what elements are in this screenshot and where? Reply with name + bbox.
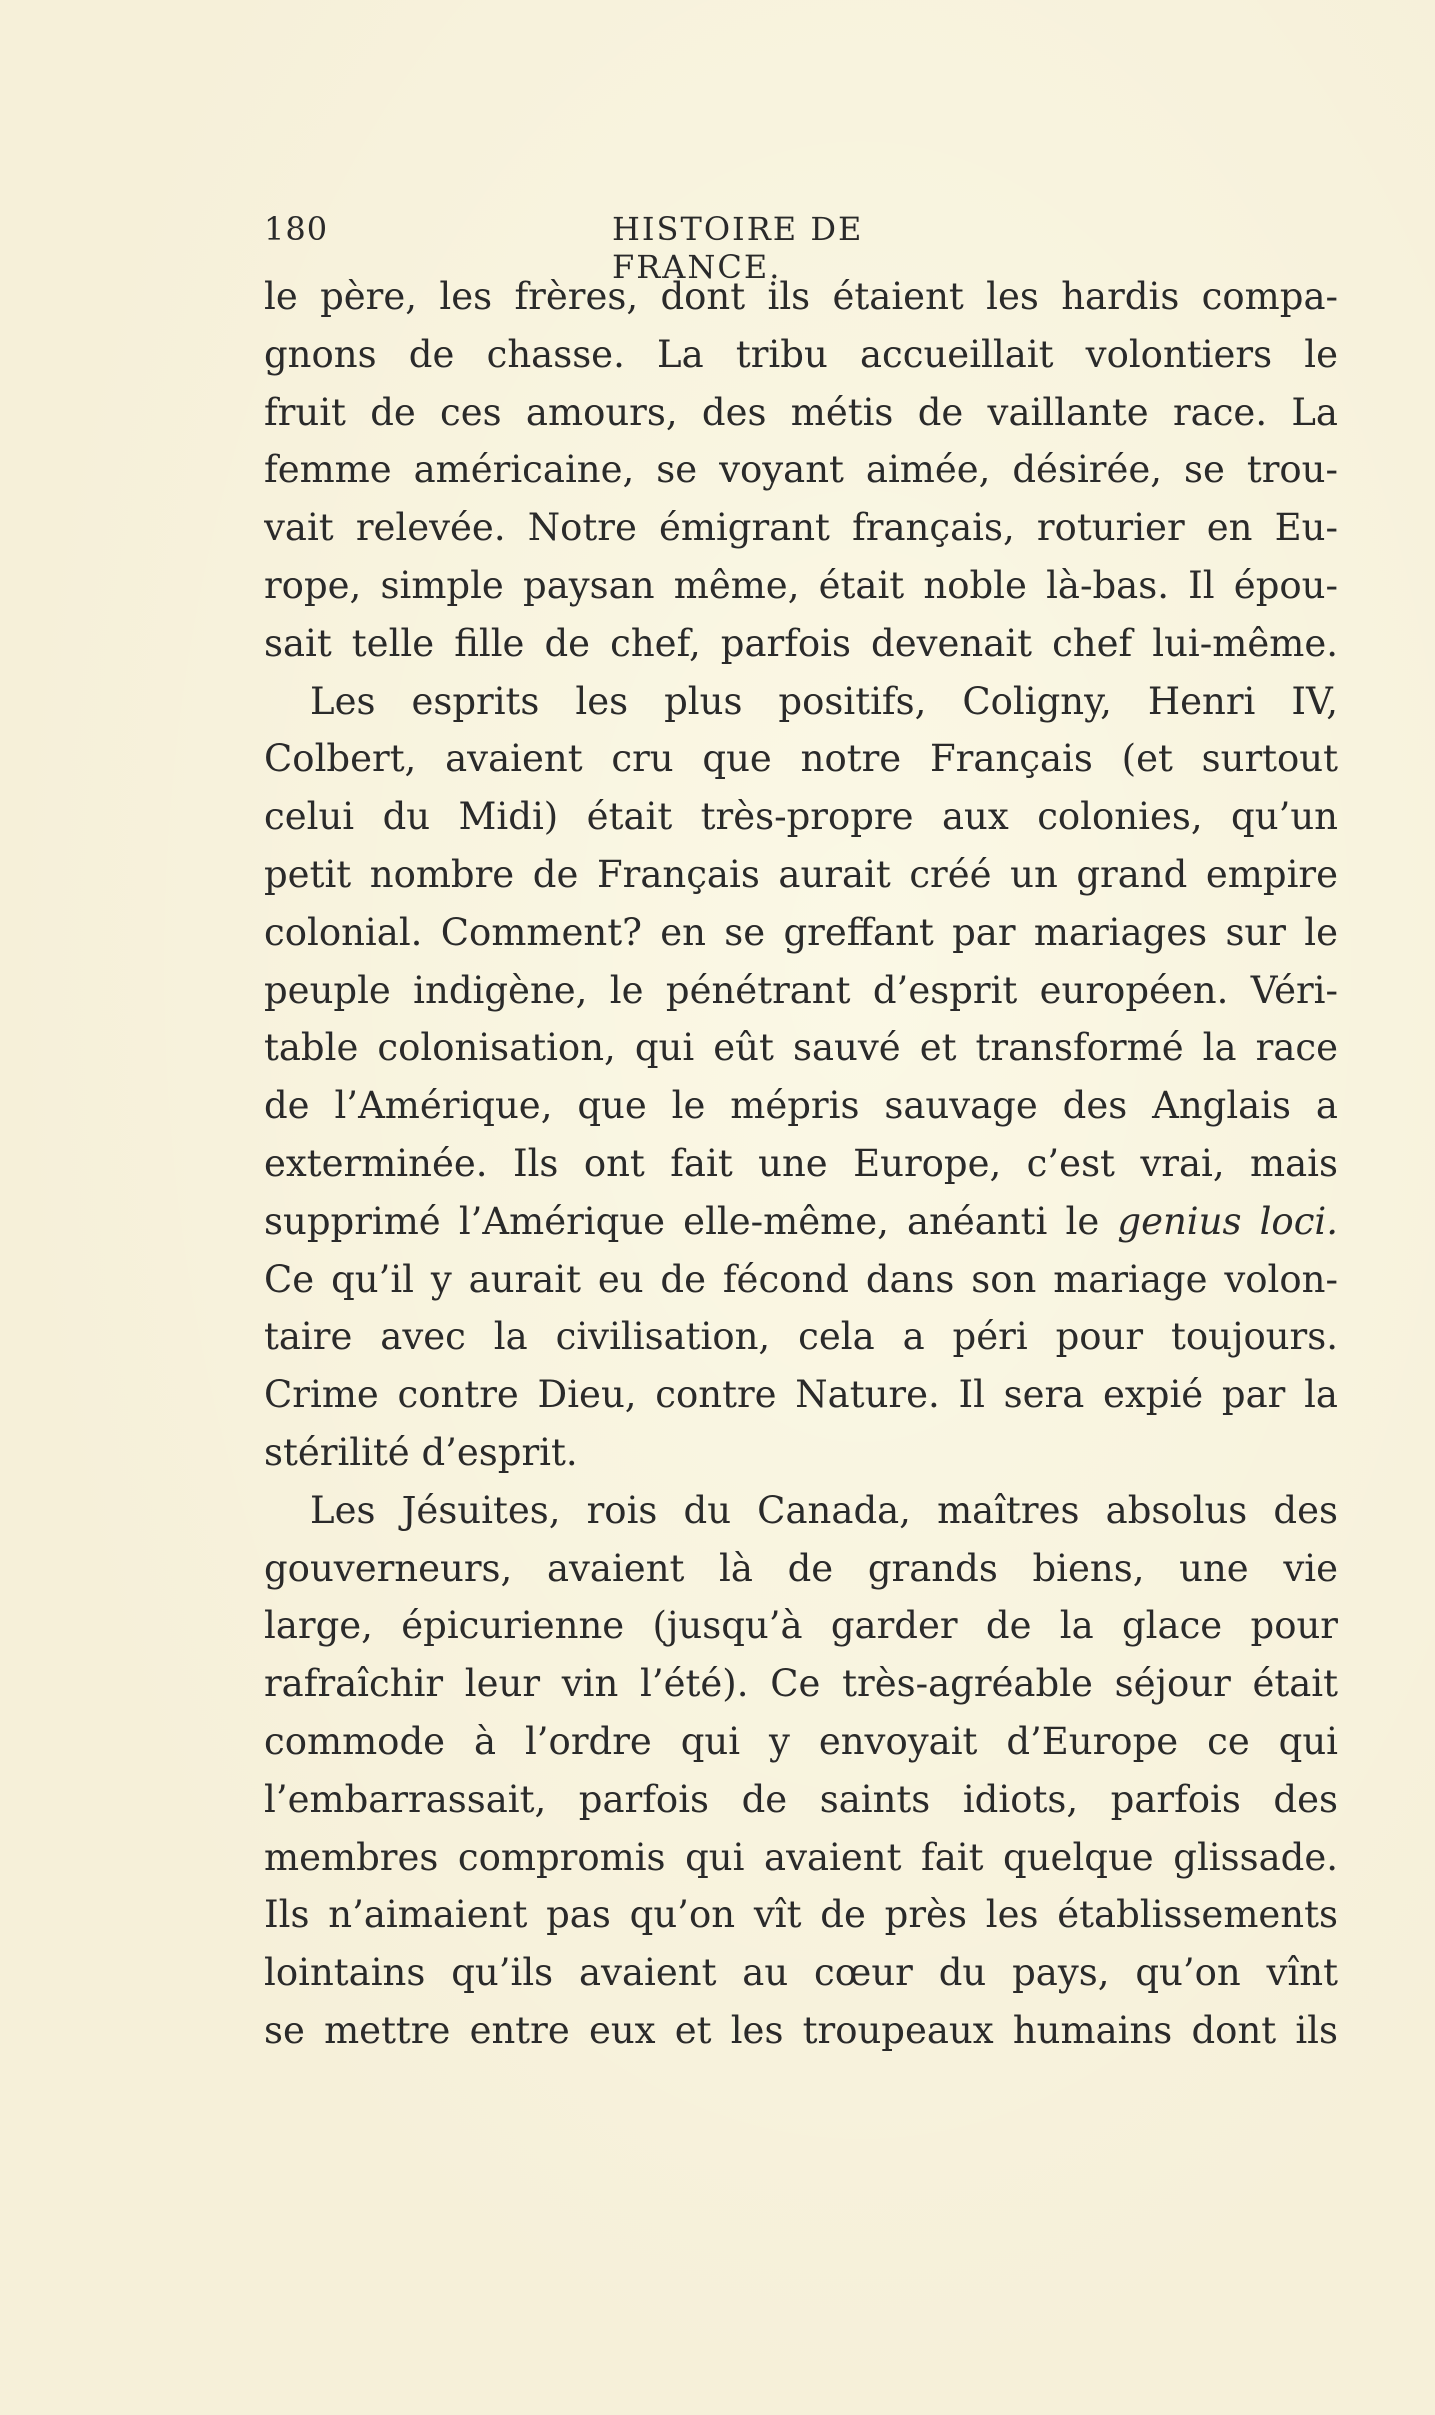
text-line: peuple indigène, le pénétrant d’esprit européen. Véri- xyxy=(264,968,1338,1012)
text-line: membres compromis qui avaient fait quelque glissade. xyxy=(264,1835,1338,1879)
text-line: celui du Midi) était très-propre aux colonies, qu’un xyxy=(264,795,1338,839)
text-line: large, épicurienne (jusqu’à garder de la glace pour xyxy=(264,1604,1338,1648)
text-span: supprimé l’Amérique elle-même, anéanti le xyxy=(264,1199,1118,1243)
page-header xyxy=(264,204,1014,286)
text-line: le père, les frères, dont ils étaient les hardis compa- xyxy=(264,275,1338,318)
text-line: se mettre entre eux et les troupeaux humains dont ils xyxy=(264,2008,1338,2052)
text-line: commode à l’ordre qui y envoyait d’Europe ce qui xyxy=(264,1719,1338,1763)
text-line: taire avec la civilisation, cela a péri pour toujours. xyxy=(264,1315,1338,1359)
text-line: Colbert, avaient cru que notre Français (et surtout xyxy=(264,737,1338,781)
text-line: table colonisation, qui eût sauvé et transformé la race xyxy=(264,1026,1338,1070)
text-line: gnons de chasse. La tribu accueillait volontiers le xyxy=(264,332,1338,376)
text-line: l’embarrassait, parfois de saints idiots, parfois des xyxy=(264,1777,1338,1821)
text-line-with-italic xyxy=(264,1193,1338,1251)
text-line: gouverneurs, avaient là de grands biens, une vie xyxy=(264,1546,1338,1590)
running-title: HISTOIRE DE FRANCE. xyxy=(612,210,864,286)
text-line: rafraîchir leur vin l’été). Ce très-agréable séjour était xyxy=(264,1662,1338,1706)
text-line: sait telle fille de chef, parfois devenait chef lui-même. xyxy=(264,621,1338,665)
text-line: petit nombre de Français aurait créé un grand empire xyxy=(264,852,1338,896)
text-line: vait relevée. Notre émigrant français, roturier en Eu- xyxy=(264,506,1338,550)
text-line: Ils n’aimaient pas qu’on vît de près les établissements xyxy=(264,1893,1338,1937)
text-line: de l’Amérique, que le mépris sauvage des Anglais a xyxy=(264,1084,1338,1128)
text-line: Crime contre Dieu, contre Nature. Il sera expié par la xyxy=(264,1373,1338,1417)
text-line: Les Jésuites, rois du Canada, maîtres absolus des xyxy=(310,1488,1338,1532)
body-text xyxy=(264,268,1338,2060)
text-line: Les esprits les plus positifs, Coligny, Henri IV, xyxy=(310,679,1338,723)
italic-phrase: genius loci. xyxy=(1117,1199,1338,1243)
text-line: stérilité d’esprit. xyxy=(264,1430,578,1474)
text-line: femme américaine, se voyant aimée, désirée, se trou- xyxy=(264,448,1338,492)
text-line: exterminée. Ils ont fait une Europe, c’est vrai, mais xyxy=(264,1141,1338,1185)
text-line: lointains qu’ils avaient au cœur du pays, qu’on vînt xyxy=(264,1951,1338,1995)
page-number: 180 xyxy=(264,210,329,248)
text-line: rope, simple paysan même, était noble là-bas. Il épou- xyxy=(264,563,1338,607)
text-line: colonial. Comment? en se greffant par mariages sur le xyxy=(264,910,1338,954)
text-line: fruit de ces amours, des métis de vaillante race. La xyxy=(264,390,1338,434)
text-line: Ce qu’il y aurait eu de fécond dans son mariage volon- xyxy=(264,1257,1338,1301)
